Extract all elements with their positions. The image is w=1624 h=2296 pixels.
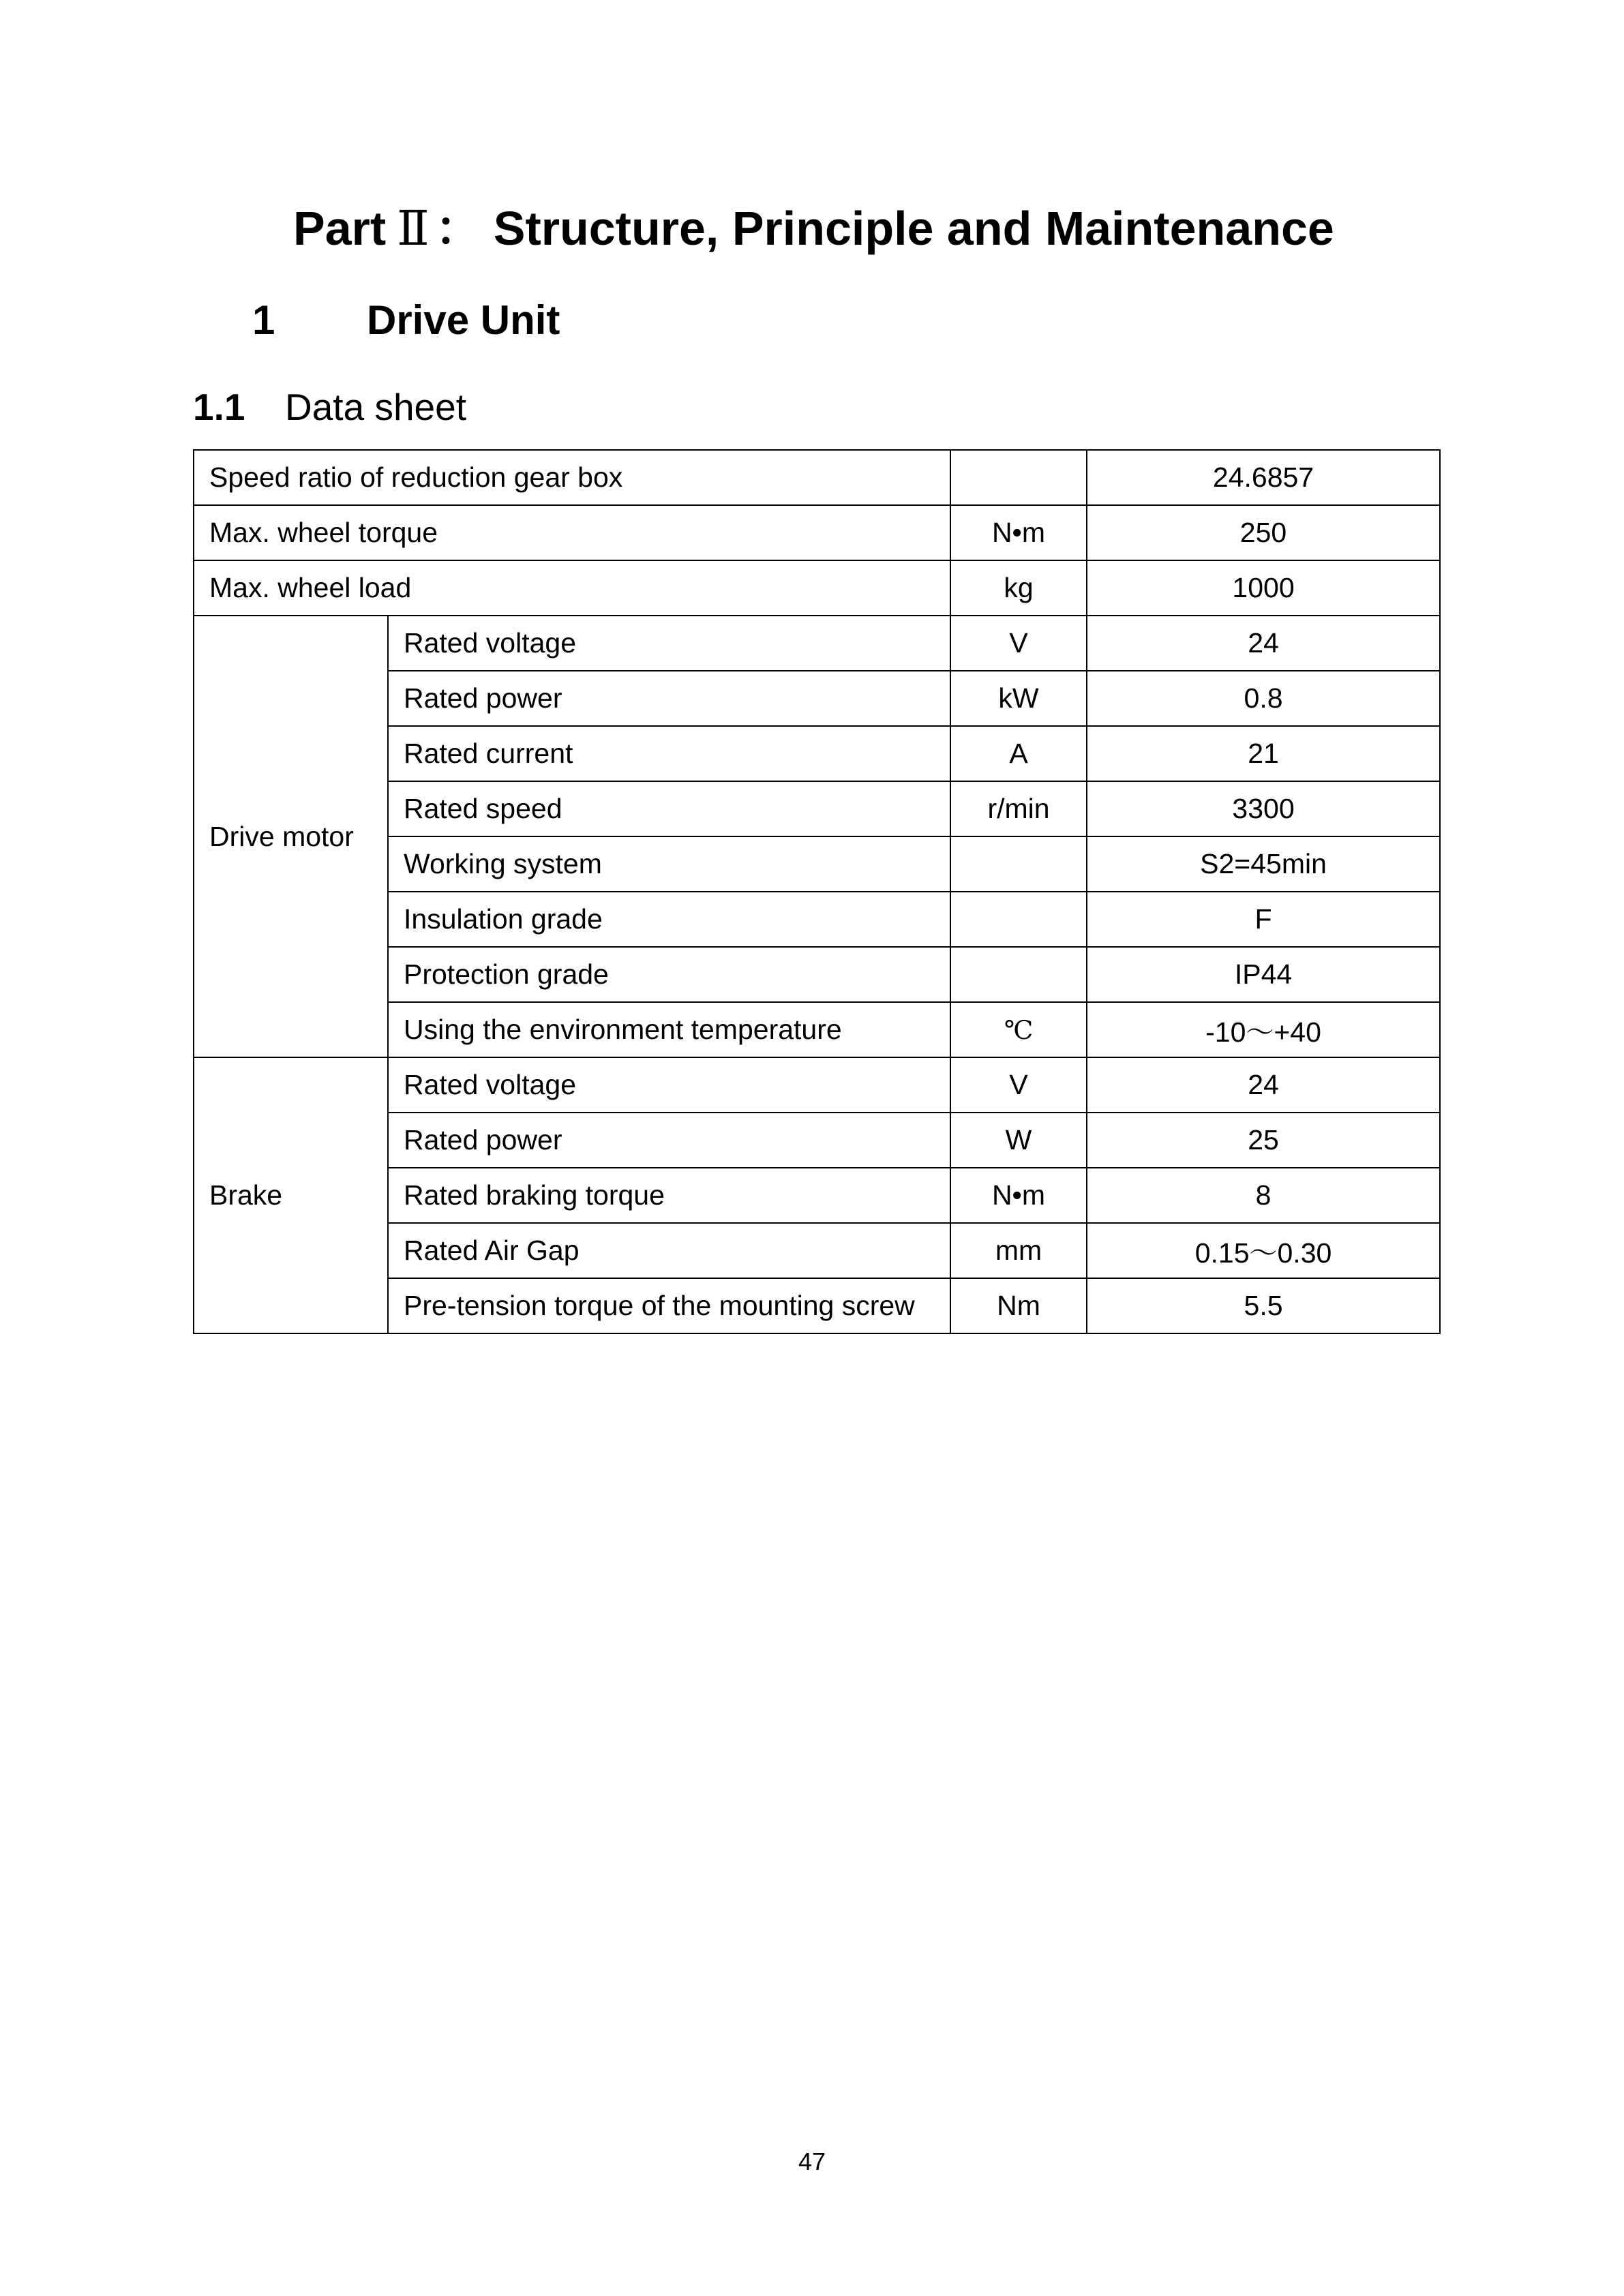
parameter-cell: Max. wheel load [194, 560, 950, 616]
unit-cell [950, 947, 1087, 1002]
parameter-cell: Rated braking torque [388, 1168, 950, 1223]
subsection-title: Data sheet [285, 386, 467, 428]
parameter-cell: Speed ratio of reduction gear box [194, 450, 950, 505]
parameter-cell: Rated power [388, 1113, 950, 1168]
unit-cell [950, 836, 1087, 892]
value-cell: F [1087, 892, 1440, 947]
unit-cell [950, 450, 1087, 505]
unit-cell: kW [950, 671, 1087, 726]
parameter-cell: Rated voltage [388, 616, 950, 671]
value-cell: 0.8 [1087, 671, 1440, 726]
value-cell: 24 [1087, 1057, 1440, 1113]
value-cell: 25 [1087, 1113, 1440, 1168]
part-heading [293, 200, 1334, 256]
parameter-cell: Rated Air Gap [388, 1223, 950, 1278]
table-row [194, 560, 1440, 616]
value-cell: 21 [1087, 726, 1440, 781]
parameter-cell: Rated speed [388, 781, 950, 836]
unit-cell: A [950, 726, 1087, 781]
part-prefix: Part [293, 202, 387, 255]
unit-cell: V [950, 1057, 1087, 1113]
unit-cell: N•m [950, 1168, 1087, 1223]
value-cell: 5.5 [1087, 1278, 1440, 1333]
group-label-brake: Brake [194, 1057, 388, 1333]
parameter-cell: Rated voltage [388, 1057, 950, 1113]
value-cell: 24 [1087, 616, 1440, 671]
value-cell: 3300 [1087, 781, 1440, 836]
table-row [194, 1057, 1440, 1113]
value-cell: -10～+40 [1087, 1002, 1440, 1057]
value-cell: 250 [1087, 505, 1440, 560]
value-cell: 8 [1087, 1168, 1440, 1223]
group-label-drive-motor: Drive motor [194, 616, 388, 1057]
unit-cell [950, 892, 1087, 947]
parameter-cell: Insulation grade [388, 892, 950, 947]
parameter-cell: Rated power [388, 671, 950, 726]
part-roman-numeral: Ⅱ [397, 200, 430, 256]
parameter-cell: Using the environment temperature [388, 1002, 950, 1057]
value-cell: 0.15～0.30 [1087, 1223, 1440, 1278]
unit-cell: mm [950, 1223, 1087, 1278]
parameter-cell: Pre-tension torque of the mounting screw [388, 1278, 950, 1333]
part-title: Structure, Principle and Maintenance [493, 202, 1334, 255]
value-cell: 24.6857 [1087, 450, 1440, 505]
unit-cell: ℃ [950, 1002, 1087, 1057]
unit-cell: W [950, 1113, 1087, 1168]
table-row [194, 450, 1440, 505]
parameter-cell: Working system [388, 836, 950, 892]
section-number: 1 [252, 297, 275, 343]
unit-cell: V [950, 616, 1087, 671]
value-cell: S2=45min [1087, 836, 1440, 892]
value-cell: 1000 [1087, 560, 1440, 616]
table-row [194, 616, 1440, 671]
table-row [194, 505, 1440, 560]
unit-cell: Nm [950, 1278, 1087, 1333]
parameter-cell: Max. wheel torque [194, 505, 950, 560]
data-sheet-table [193, 449, 1441, 1334]
section-title: Drive Unit [367, 297, 560, 343]
unit-cell: kg [950, 560, 1087, 616]
value-cell: IP44 [1087, 947, 1440, 1002]
page-number: 47 [798, 2147, 826, 2175]
subsection-number: 1.1 [193, 386, 245, 428]
unit-cell: N•m [950, 505, 1087, 560]
parameter-cell: Rated current [388, 726, 950, 781]
part-colon: ： [434, 202, 483, 255]
unit-cell: r/min [950, 781, 1087, 836]
parameter-cell: Protection grade [388, 947, 950, 1002]
